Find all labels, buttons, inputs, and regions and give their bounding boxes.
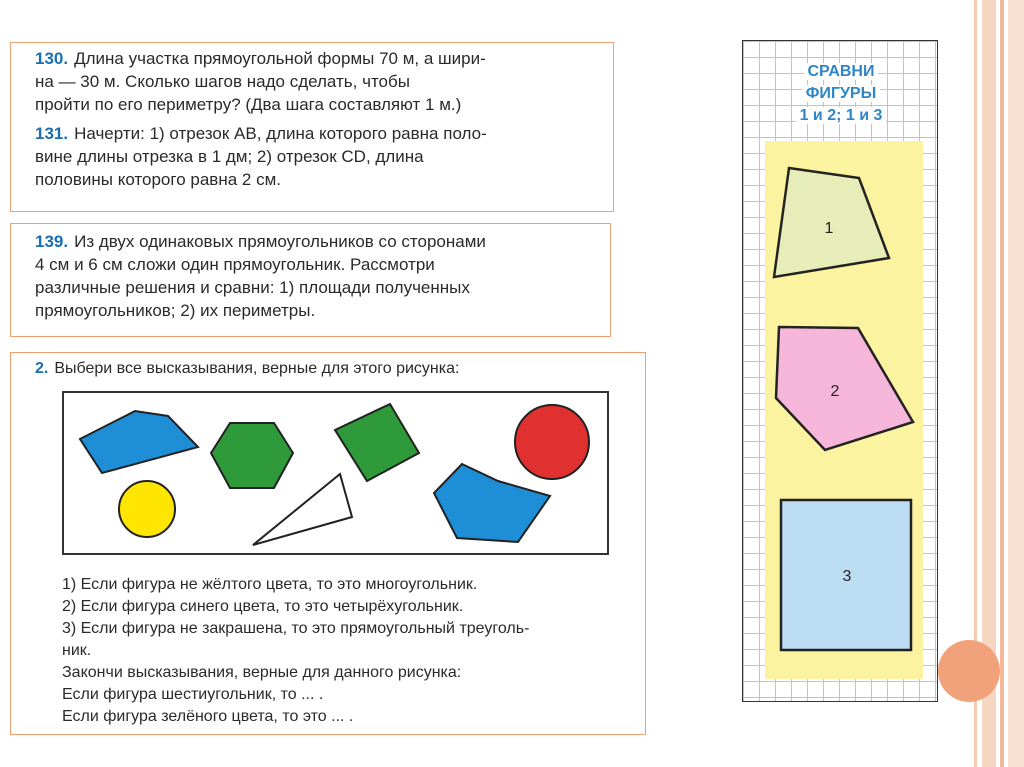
statement: ник. <box>62 642 92 659</box>
task-line: Начерти: 1) отрезок АВ, длина которого равна поло- <box>74 124 487 143</box>
task-line: 4 см и 6 см сложи один прямоугольник. Рассмотри <box>35 255 435 274</box>
figure-1-label: 1 <box>824 220 834 237</box>
task-number: 130. <box>35 49 69 68</box>
task-2-prompt <box>35 357 631 380</box>
task-130 <box>35 47 597 116</box>
task-line: различные решения и сравни: 1) площади полученных <box>35 278 470 297</box>
figure-2-pentagon <box>776 327 913 450</box>
task-line: Длина участка прямоугольной формы 70 м, а шири- <box>74 49 486 68</box>
green-square <box>335 404 419 481</box>
task-number: 131. <box>35 124 69 143</box>
task-number: 139. <box>35 232 69 251</box>
panel-title-line: 1 и 2; 1 и 3 <box>796 107 887 124</box>
yellow-circle <box>119 481 175 537</box>
red-circle <box>515 405 589 479</box>
task-prompt: Выбери все высказывания, верные для этого рисунка: <box>54 360 460 377</box>
statements-list <box>62 574 632 728</box>
task-line: вине длины отрезка в 1 дм; 2) отрезок CD, длина <box>35 147 424 166</box>
tasks-130-131-box <box>10 42 614 212</box>
statement: 2) Если фигура синего цвета, то это четырёхугольник. <box>62 598 464 615</box>
decorative-circle <box>938 640 1000 702</box>
panel-title-line: ФИГУРЫ <box>802 85 881 102</box>
task-line: на — 30 м. Сколько шагов надо сделать, чтобы <box>35 72 410 91</box>
statement: Если фигура зелёного цвета, то это ... . <box>62 708 354 725</box>
shapes-figure <box>62 391 609 555</box>
compare-figures-panel <box>742 40 938 702</box>
panel-figures-svg <box>743 41 938 702</box>
task-line: пройти по его периметру? (Два шага составляют 1 м.) <box>35 95 462 114</box>
statement: Закончи высказывания, верные для данного рисунка: <box>62 664 462 681</box>
task-line: половины которого равна 2 см. <box>35 170 281 189</box>
blue-pentagon <box>434 464 550 542</box>
statement: Если фигура шестиугольник, то ... . <box>62 686 324 703</box>
shapes-svg <box>64 393 607 553</box>
statement: 3) Если фигура не закрашена, то это прямоугольный треуголь- <box>62 620 530 637</box>
task-line: прямоугольников; 2) их периметры. <box>35 301 316 320</box>
blue-quadrilateral <box>80 411 198 473</box>
panel-title-line: СРАВНИ <box>804 63 879 80</box>
statement: 1) Если фигура не жёлтого цвета, то это многоугольник. <box>62 576 478 593</box>
task-139 <box>35 230 594 322</box>
task-139-box <box>10 223 611 337</box>
task-131 <box>35 122 597 191</box>
task-number: 2. <box>35 360 49 377</box>
green-hexagon <box>211 423 293 488</box>
task-line: Из двух одинаковых прямоугольников со сторонами <box>74 232 486 251</box>
figure-2-label: 2 <box>830 383 840 400</box>
figure-3-label: 3 <box>842 568 852 585</box>
